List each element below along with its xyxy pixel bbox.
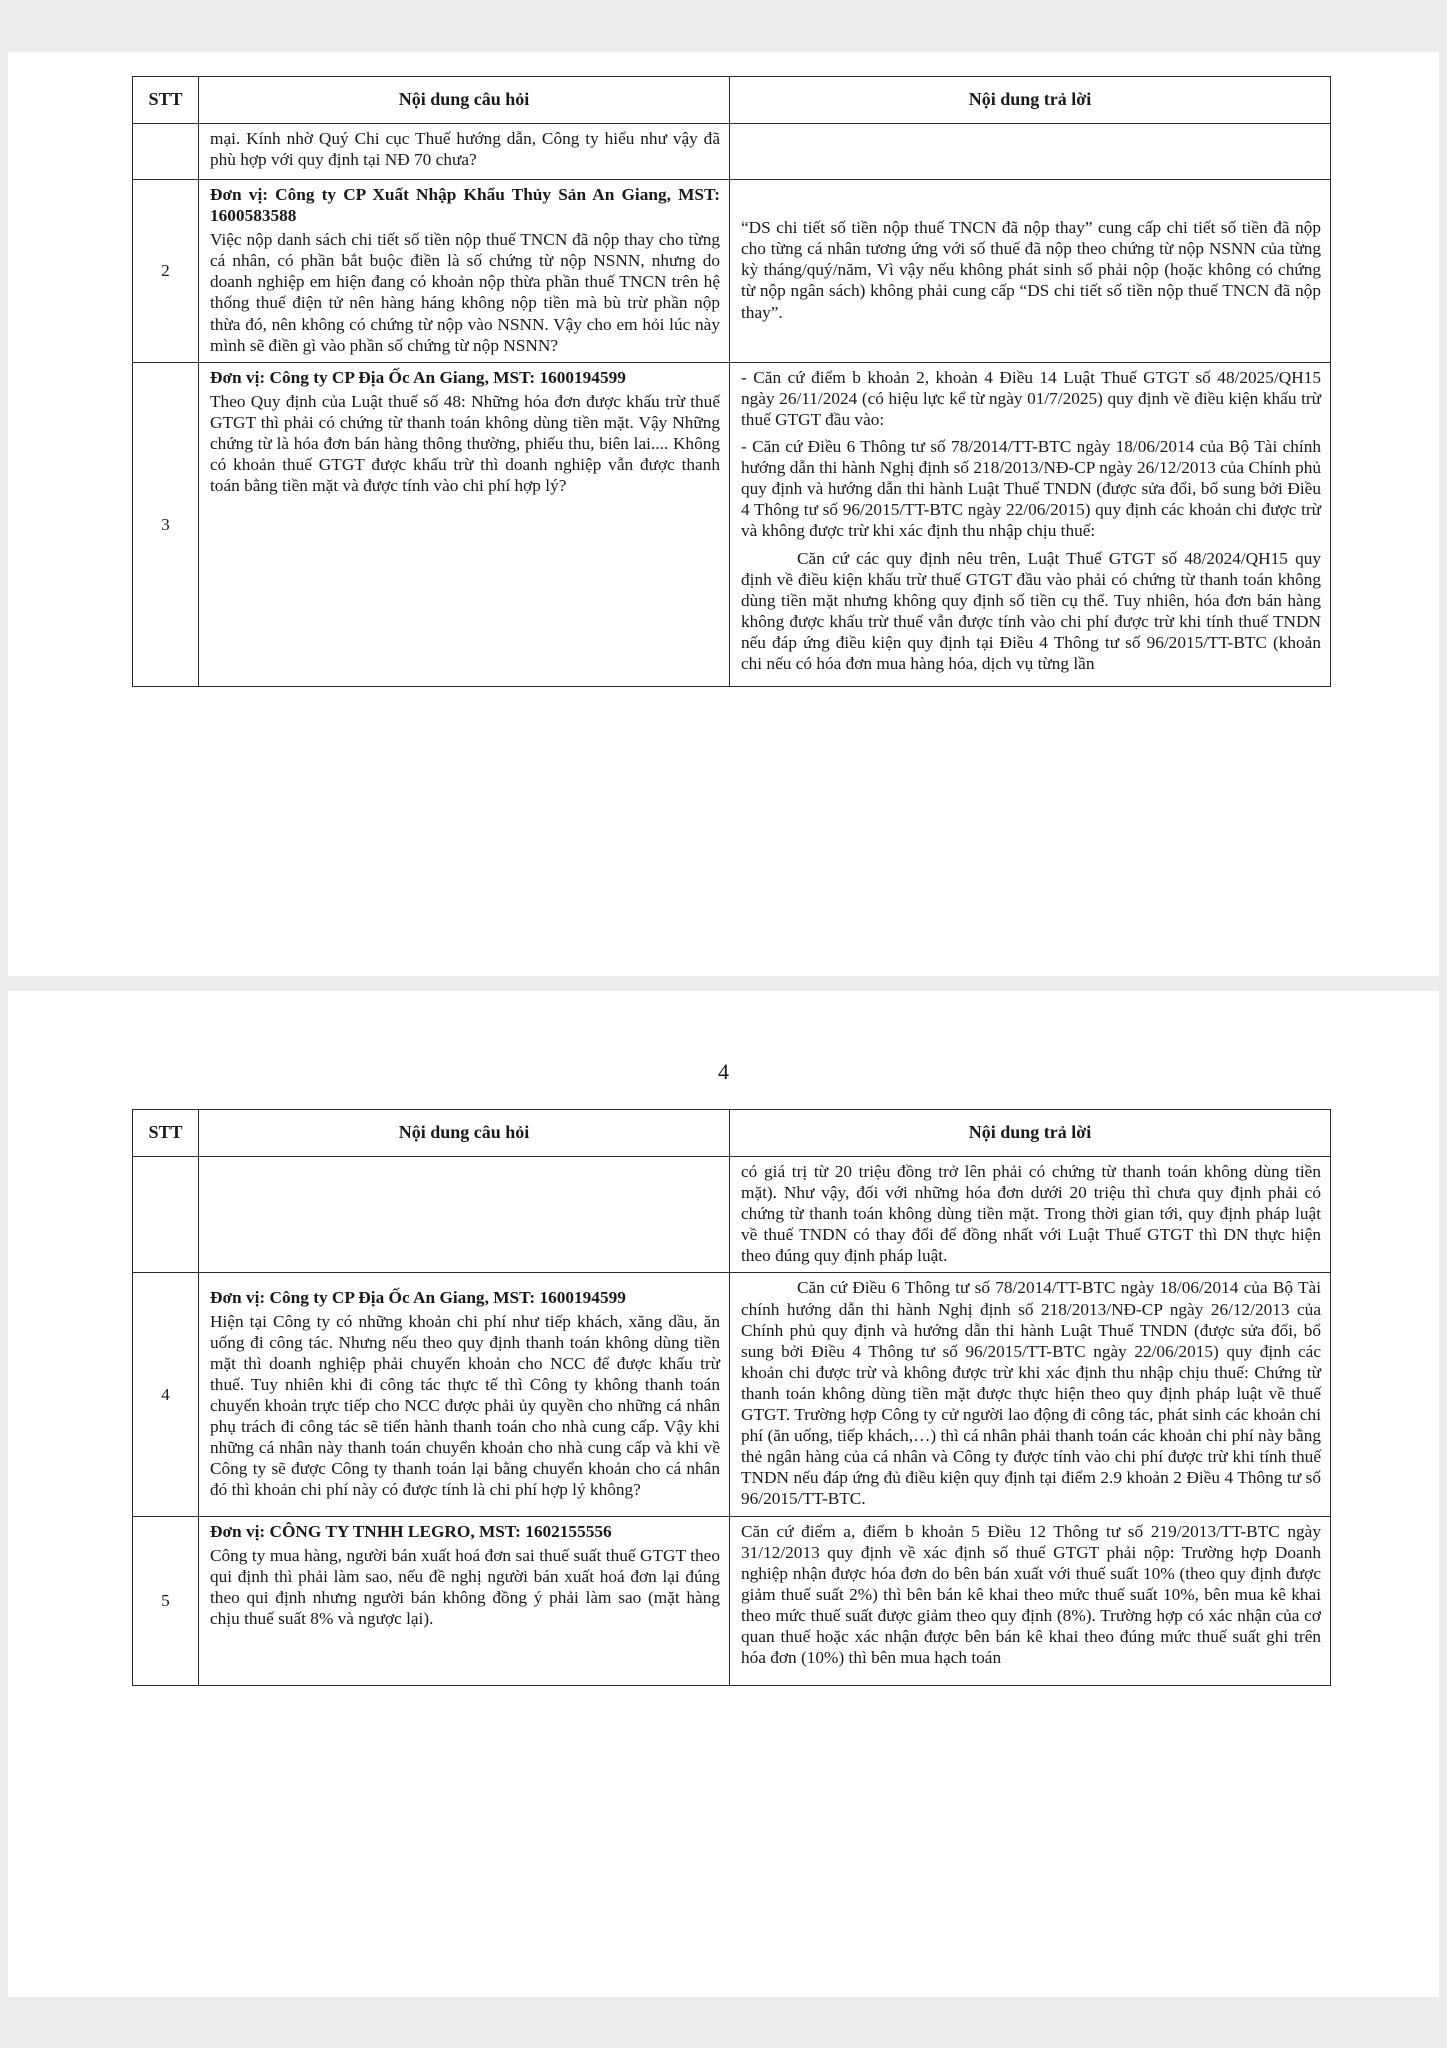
stt-cell: [133, 1157, 199, 1273]
question-cell: [199, 362, 730, 686]
header-answer: Nội dung trả lời: [730, 77, 1331, 124]
question-text: Hiện tại Công ty có những khoản chi phí như tiếp khách, xăng dầu, ăn uống đi công tác. Nhưng nếu theo quy định thanh toán không dùng tiền mặt thì doanh nghiệp phải chuyển khoản cho NCC để được khấu trừ thuế. Tuy nhiên khi đi công tác thực tế thì Công ty không thanh toán chuyển khoản trực tiếp cho NCC được phải ủy quyền cho những cá nhân phụ trách đi công tác sẽ tiến hành thanh toán cho nhà cung cấp. Vậy khi những cá nhân này thanh toán chuyển khoản cho nhà cung cấp và khi về Công ty sẽ được Công ty thanh toán lại bằng chuyển khoản cho cá nhân đó thì khoản chi phí này có được tính là chi phí hợp lý không?: [210, 1311, 720, 1500]
answer-text: Căn cứ điểm a, điểm b khoản 5 Điều 12 Thông tư số 219/2013/TT-BTC ngày 31/12/2013 quy định về xác định số thuế GTGT phải nộp: Trường hợp Doanh nghiệp nhận được hóa đơn do bên bán xuất với thuế suất 10% (theo quy định được giảm thuế suất 2%) thì bên bán kê khai theo mức thuế suất 10%, bên mua kê khai theo mức thuế suất được giảm theo quy định (8%). Trường hợp có xác nhận của cơ quan thuế hoặc xác nhận được bên bán kê khai theo đúng mức thuế suất ghi trên hóa đơn (10%) thì bên mua hạch toán: [741, 1521, 1321, 1668]
table-header-row: [133, 1110, 1331, 1157]
table-row: [133, 1516, 1331, 1685]
qa-table: [132, 1109, 1331, 1686]
answer-cell: [730, 124, 1331, 180]
question-cell: [199, 1516, 730, 1685]
question-cell: [199, 1157, 730, 1273]
answer-text: “DS chi tiết số tiền nộp thuế TNCN đã nộp thay” cung cấp chi tiết số tiền đã nộp cho từng cá nhân tương ứng với số thuế đã nộp theo chứng từ nộp NSNN của từng kỳ tháng/quý/năm, Vì vậy nếu không phát sinh số phải nộp (hoặc không có chứng từ nộp ngân sách) không phải cung cấp “DS chi tiết số tiền nộp thuế TNCN đã nộp thay”.: [741, 218, 1321, 322]
page-number: 4: [718, 1059, 729, 1084]
table-row: [133, 124, 1331, 180]
question-cell: [199, 1273, 730, 1516]
document-page-3: [8, 52, 1439, 976]
question-cell: [199, 180, 730, 363]
table-row: [133, 180, 1331, 363]
answer-cell: [730, 180, 1331, 363]
header-question: Nội dung câu hỏi: [199, 1110, 730, 1157]
header-answer: Nội dung trả lời: [730, 1110, 1331, 1157]
stt-cell: 5: [133, 1516, 199, 1685]
answer-cell: [730, 1157, 1331, 1273]
question-cell: [199, 124, 730, 180]
answer-paragraph: - Căn cứ Điều 6 Thông tư số 78/2014/TT-BTC ngày 18/06/2014 của Bộ Tài chính hướng dẫn thi hành Nghị định số 218/2013/NĐ-CP ngày 26/12/2013 của Chính phủ quy định và hướng dẫn thi hành Luật Thuế TNDN (được sửa đổi, bổ sung bởi Điều 4 Thông tư số 96/2015/TT-BTC ngày 22/06/2015) quy định các khoản chi được trừ và không được trừ khi xác định thu nhập chịu thuế:: [741, 437, 1321, 541]
answer-cell: [730, 1516, 1331, 1685]
question-text: mại. Kính nhờ Quý Chi cục Thuế hướng dẫn, Công ty hiểu như vậy đã phù hợp với quy định tại NĐ 70 chưa?: [210, 129, 720, 170]
header-question: Nội dung câu hỏi: [199, 77, 730, 124]
stt-cell: 4: [133, 1273, 199, 1516]
header-stt: STT: [133, 1110, 199, 1157]
unit-label: Đơn vị: Công ty CP Địa Ốc An Giang, MST: 1600194599: [210, 367, 626, 387]
answer-paragraph: - Căn cứ điểm b khoản 2, khoản 4 Điều 14 Luật Thuế GTGT số 48/2025/QH15 ngày 26/11/2024 (có hiệu lực kể từ ngày 01/7/2025) quy định về điều kiện khấu trừ thuế GTGT đầu vào:: [741, 367, 1321, 429]
stt-cell: [133, 124, 199, 180]
question-text: Công ty mua hàng, người bán xuất hoá đơn sai thuế suất thuế GTGT theo qui định thì phải làm sao, nếu đề nghị người bán xuất hoá đơn lại đúng theo qui định nhưng người bán không đồng ý phải làm sao (mặt hàng chịu thuế suất 8% và ngược lại).: [210, 1545, 720, 1628]
answer-cell: [730, 362, 1331, 686]
table-row: [133, 362, 1331, 686]
question-text: Theo Quy định của Luật thuế số 48: Những hóa đơn được khấu trừ thuế GTGT thì phải có chứng từ thanh toán không dùng tiền mặt. Vậy Những chứng từ là hóa đơn bán hàng thông thường, phiếu thu, biên lai.... Không có khoản thuế GTGT được khấu trừ thì doanh nghiệp vẫn được thanh toán bằng tiền mặt và được tính vào chi phí hợp lý?: [210, 391, 720, 496]
qa-table: [132, 76, 1331, 687]
stt-cell: 3: [133, 362, 199, 686]
header-stt: STT: [133, 77, 199, 124]
unit-label: Đơn vị: Công ty CP Địa Ốc An Giang, MST: 1600194599: [210, 1287, 626, 1307]
table-row: [133, 1273, 1331, 1516]
table-row: [133, 1157, 1331, 1273]
answer-paragraph: Căn cứ các quy định nêu trên, Luật Thuế GTGT số 48/2024/QH15 quy định về điều kiện khấu trừ thuế GTGT đầu vào phải có chứng từ thanh toán không dùng tiền mặt nhưng không quy định số tiền cụ thể. Tuy nhiên, hóa đơn bán hàng không được khấu trừ thuế vẫn được tính vào chi phí được trừ khi tính thuế TNDN nếu đáp ứng điều kiện quy định tại Điều 4 Thông tư số 96/2015/TT-BTC (khoản chi nếu có hóa đơn mua hàng hóa, dịch vụ từng lần: [741, 548, 1321, 673]
unit-label: Đơn vị: CÔNG TY TNHH LEGRO, MST: 1602155556: [210, 1521, 612, 1541]
stt-cell: 2: [133, 180, 199, 363]
question-text: Việc nộp danh sách chi tiết số tiền nộp thuế TNCN đã nộp thay cho từng cá nhân, có phần bắt buộc điền là số chứng từ nộp NSNN, nhưng do doanh nghiệp em hiện đang có khoản nộp thừa phần thuế TNCN trên hệ thống thuế điện tử nên hàng háng không nộp tiền mà bù trừ phần nộp thừa đó, nên không có chứng từ nộp vào NSNN. Vậy cho em hỏi lúc này mình sẽ điền gì vào phần số chứng từ nộp NSNN?: [210, 230, 720, 355]
answer-text: có giá trị từ 20 triệu đồng trở lên phải có chứng từ thanh toán không dùng tiền mặt). Như vậy, đối với những hóa đơn dưới 20 triệu thì chưa quy định phải có chứng từ thanh toán không dùng tiền mặt. Trong thời gian tới, quy định pháp luật về thuế TNDN có thay đổi để đồng nhất với Luật Thuế GTGT thì DN thực hiện theo đúng quy định pháp luật.: [741, 1162, 1321, 1266]
table-header-row: [133, 77, 1331, 124]
answer-text: Căn cứ Điều 6 Thông tư số 78/2014/TT-BTC ngày 18/06/2014 của Bộ Tài chính hướng dẫn thi hành Nghị định số 218/2013/NĐ-CP ngày 26/12/2013 của Chính phủ quy định và hướng dẫn thi hành Luật Thuế TNDN (được sửa đổi, bổ sung bởi Điều 4 Thông tư số 96/2015/TT-BTC ngày 22/06/2015) quy định các khoản chi được trừ và không được trừ khi xác định thu nhập chịu thuế: Chứng từ thanh toán không dùng tiền mặt được thực hiện theo quy định pháp luật về thuế GTGT. Trường hợp Công ty cử người lao động đi công tác, phát sinh các khoản chi phí (ăn uống, tiếp khách,…) thì cá nhân phải thanh toán các khoản chi phí này bằng thẻ ngân hàng của cá nhân và Công ty được tính vào chi phí được trừ khi tính thuế TNDN nếu đáp ứng đủ điều kiện quy định tại điểm 2.9 khoản 2 Điều 4 Thông tư số 96/2015/TT-BTC.: [741, 1278, 1321, 1509]
answer-cell: [730, 1273, 1331, 1516]
document-page-4: [8, 991, 1439, 1997]
unit-label: Đơn vị: Công ty CP Xuất Nhập Khẩu Thủy Sản An Giang, MST: 1600583588: [210, 185, 720, 226]
